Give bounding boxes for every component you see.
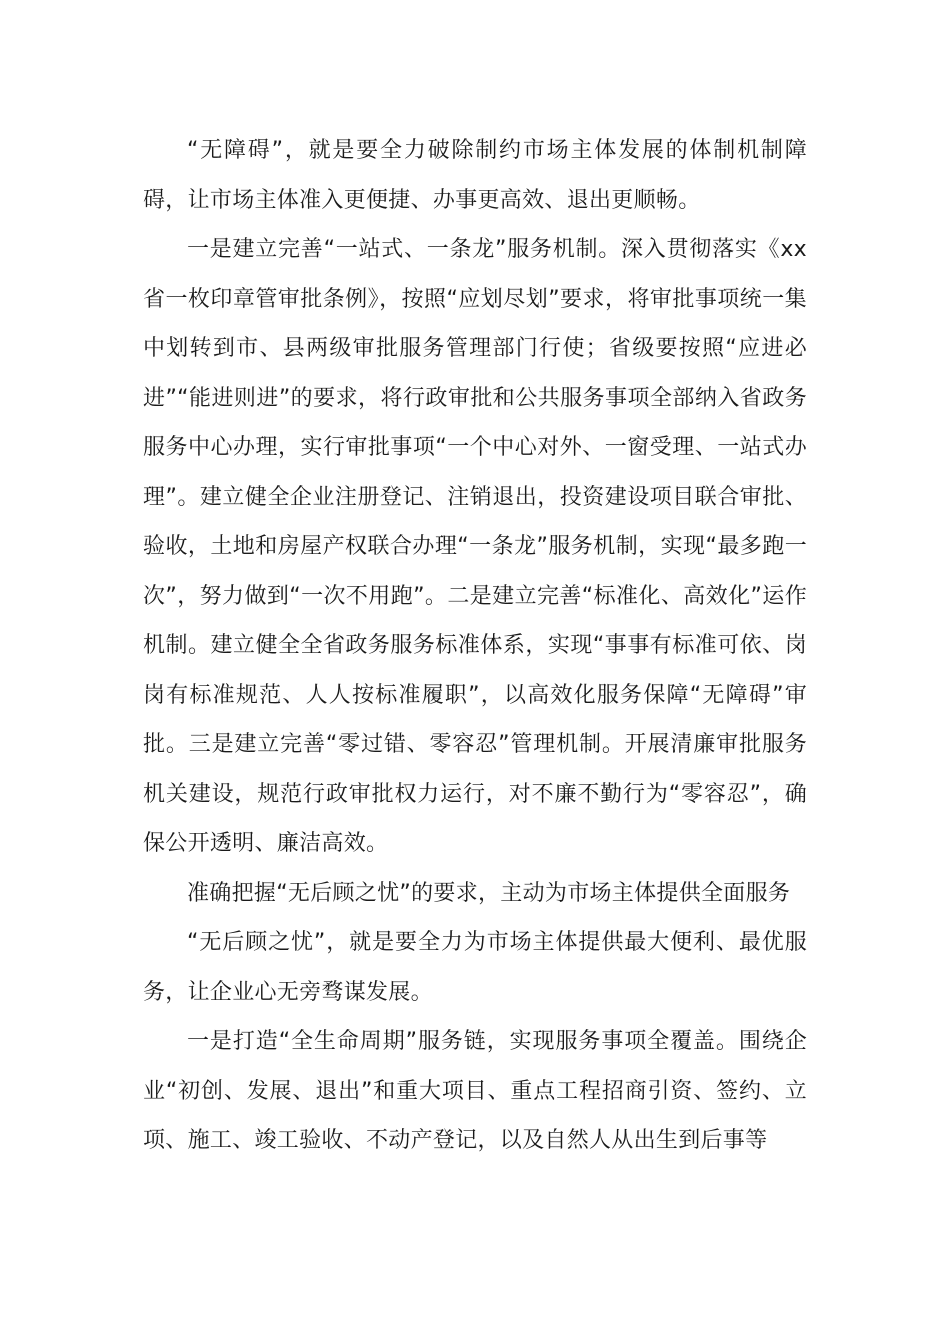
paragraph-lifecycle-service: 一是打造“全生命周期”服务链，实现服务事项全覆盖。围绕企业“初创、发展、退出”和重大项目、重点工程招商引资、签约、立项、施工、竣工验收、不动产登记，以及自然人从出生到后事等 [143, 1029, 807, 1153]
document-body [143, 126, 807, 1166]
paragraph-no-worries-definition: “无后顾之忧”，就是要全力为市场主体提供最大便利、最优服务，让企业心无旁骛谋发展。 [143, 930, 807, 1005]
paragraph-barrier-free-definition: “无障碍”，就是要全力破除制约市场主体发展的体制机制障碍，让市场主体准入更便捷、办事更高效、退出更顺畅。 [143, 138, 807, 213]
paragraph-section-heading: 准确把握“无后顾之忧”的要求，主动为市场主体提供全面服务 [187, 880, 791, 906]
paragraph-service-mechanisms: 一是建立完善“一站式、一条龙”服务机制。深入贯彻落实《xx省一枚印章管审批条例》，按照“应划尽划”要求，将审批事项统一集中划转到市、县两级审批服务管理部门行使；省级要按照“应进必进”“能进则进”的要求，将行政审批和公共服务事项全部纳入省政务服务中心办理，实行审批事项“一个中心对外、一窗受理、一站式办理”。建立健全企业注册登记、注销退出，投资建设项目联合审批、验收，土地和房屋产权联合办理“一条龙”服务机制，实现“最多跑一次”，努力做到“一次不用跑”。二是建立完善“标准化、高效化”运作机制。建立健全全省政务服务标准体系，实现“事事有标准可依、岗岗有标准规范、人人按标准履职”，以高效化服务保障“无障碍”审批。三是建立完善“零过错、零容忍”管理机制。开展清廉审批服务机关建设，规范行政审批权力运行，对不廉不勤行为“零容忍”，确保公开透明、廉洁高效。 [143, 237, 807, 856]
